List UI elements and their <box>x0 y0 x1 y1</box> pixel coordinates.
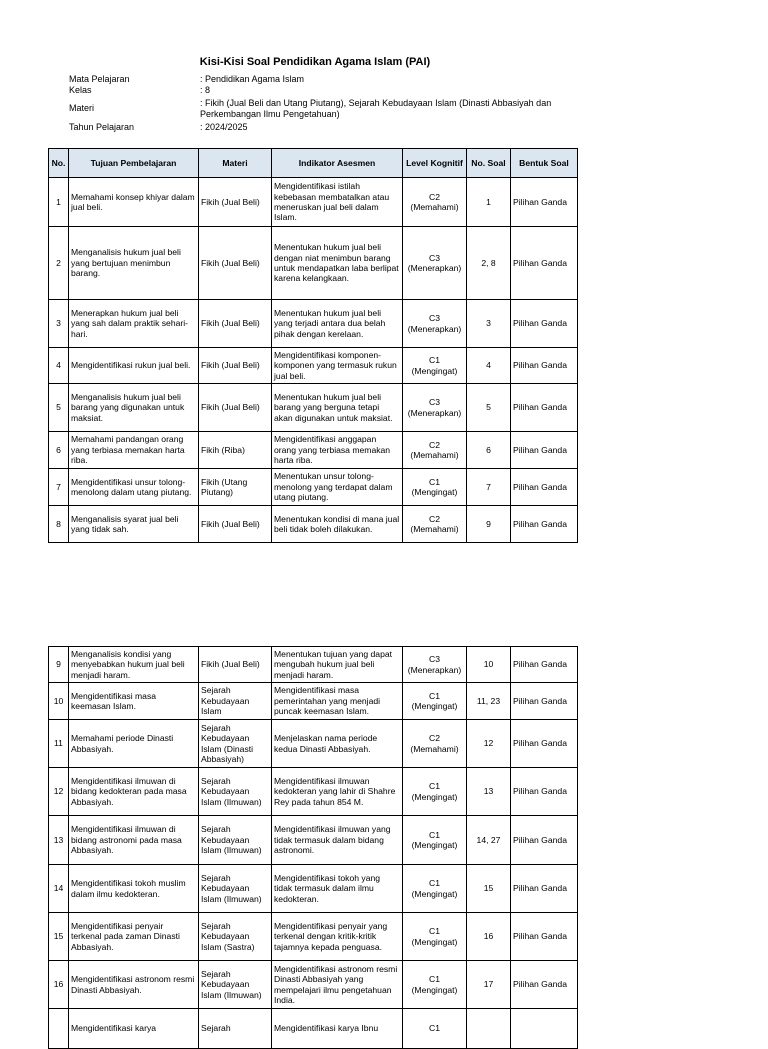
row-tujuan: Mengidentifikasi tokoh muslim dalam ilmu kedokteran. <box>69 865 199 913</box>
row-level: C3 (Menerapkan) <box>403 300 467 348</box>
table-row <box>49 178 578 227</box>
row-indikator: Menentukan hukum jual beli yang terjadi antara dua belah pihak dengan kerelaan. <box>272 300 403 348</box>
row-materi: Sejarah Kebudayaan Islam (Ilmuwan) <box>199 768 272 816</box>
row-level: C1 (Mengingat) <box>403 816 467 865</box>
row-level: C2 (Memahami) <box>403 506 467 543</box>
row-bentuk: Pilihan Ganda <box>511 683 578 720</box>
row-tujuan: Mengidentifikasi rukun jual beli. <box>69 348 199 384</box>
row-indikator: Mengidentifikasi ilmuwan kedokteran yang lahir di Shahre Rey pada tahun 854 M. <box>272 768 403 816</box>
row-tujuan: Menganalisis hukum jual beli yang bertujuan menimbun barang. <box>69 227 199 300</box>
row-bentuk: Pilihan Ganda <box>511 506 578 543</box>
table-row <box>49 1009 578 1049</box>
assessment-grid-table-bottom <box>48 646 578 1049</box>
assessment-grid-table-top <box>48 148 578 543</box>
row-indikator: Mengidentifikasi masa pemerintahan yang menjadi puncak keemasan Islam. <box>272 683 403 720</box>
row-materi: Sejarah Kebudayaan Islam (Sastra) <box>199 913 272 961</box>
row-indikator: Menentukan kondisi di mana jual beli tidak boleh dilakukan. <box>272 506 403 543</box>
row-tujuan: Memahami periode Dinasti Abbasiyah. <box>69 720 199 768</box>
row-number: 12 <box>49 768 69 816</box>
row-indikator: Mengidentifikasi ilmuwan yang tidak termasuk dalam bidang astronomi. <box>272 816 403 865</box>
table-row <box>49 720 578 768</box>
meta-label: Mata Pelajaran <box>69 74 130 84</box>
row-no-soal: 1 <box>467 178 511 227</box>
meta-label: Materi <box>69 103 95 113</box>
row-indikator: Menentukan tujuan yang dapat mengubah hukum jual beli menjadi haram. <box>272 647 403 683</box>
row-materi: Fikih (Jual Beli) <box>199 647 272 683</box>
row-bentuk: Pilihan Ganda <box>511 178 578 227</box>
row-level: C1 (Mengingat) <box>403 865 467 913</box>
row-materi: Fikih (Jual Beli) <box>199 506 272 543</box>
row-number: 15 <box>49 913 69 961</box>
row-number: 11 <box>49 720 69 768</box>
row-materi: Fikih (Jual Beli) <box>199 348 272 384</box>
row-bentuk: Pilihan Ganda <box>511 647 578 683</box>
row-level: C3 (Menerapkan) <box>403 647 467 683</box>
row-number <box>49 1009 69 1049</box>
row-indikator: Mengidentifikasi astronom resmi Dinasti Abbasiyah yang mempelajari ilmu pengetahuan India. <box>272 961 403 1009</box>
row-indikator: Mengidentifikasi karya Ibnu <box>272 1009 403 1049</box>
row-level: C2 (Memahami) <box>403 178 467 227</box>
row-no-soal: 12 <box>467 720 511 768</box>
table-row <box>49 865 578 913</box>
row-tujuan: Mengidentifikasi ilmuwan di bidang kedokteran pada masa Abbasiyah. <box>69 768 199 816</box>
row-number: 6 <box>49 432 69 469</box>
row-number: 14 <box>49 865 69 913</box>
table-header-row <box>49 149 578 178</box>
row-level: C1 (Mengingat) <box>403 683 467 720</box>
table-row <box>49 300 578 348</box>
row-bentuk: Pilihan Ganda <box>511 865 578 913</box>
row-no-soal: 3 <box>467 300 511 348</box>
row-no-soal: 14, 27 <box>467 816 511 865</box>
row-indikator: Menentukan hukum jual beli dengan niat menimbun barang untuk mendapatkan laba berlipat karena kelangkaan. <box>272 227 403 300</box>
row-indikator: Menentukan hukum jual beli barang yang berguna tetapi akan digunakan untuk maksiat. <box>272 384 403 432</box>
row-materi: Sejarah Kebudayaan Islam (Ilmuwan) <box>199 816 272 865</box>
row-materi: Sejarah <box>199 1009 272 1049</box>
row-indikator: Menentukan unsur tolong-menolong yang terdapat dalam utang piutang. <box>272 469 403 506</box>
row-level: C3 (Menerapkan) <box>403 227 467 300</box>
row-bentuk: Pilihan Ganda <box>511 300 578 348</box>
header-no: No. <box>49 149 69 178</box>
row-tujuan: Memahami konsep khiyar dalam jual beli. <box>69 178 199 227</box>
row-tujuan: Mengidentifikasi ilmuwan di bidang astronomi pada masa Abbasiyah. <box>69 816 199 865</box>
row-level: C1 <box>403 1009 467 1049</box>
header-materi: Materi <box>199 149 272 178</box>
row-number: 7 <box>49 469 69 506</box>
row-bentuk: Pilihan Ganda <box>511 913 578 961</box>
row-tujuan: Menganalisis kondisi yang menyebabkan hukum jual beli menjadi haram. <box>69 647 199 683</box>
row-level: C3 (Menerapkan) <box>403 384 467 432</box>
row-tujuan: Menerapkan hukum jual beli yang sah dalam praktik sehari-hari. <box>69 300 199 348</box>
row-indikator: Mengidentifikasi komponen-komponen yang termasuk rukun jual beli. <box>272 348 403 384</box>
row-number: 13 <box>49 816 69 865</box>
row-materi: Sejarah Kebudayaan Islam <box>199 683 272 720</box>
table-row <box>49 348 578 384</box>
header-level: Level Kognitif <box>403 149 467 178</box>
table-row <box>49 768 578 816</box>
row-number: 4 <box>49 348 69 384</box>
table-row <box>49 227 578 300</box>
row-level: C1 (Mengingat) <box>403 961 467 1009</box>
row-tujuan: Mengidentifikasi karya <box>69 1009 199 1049</box>
table-row <box>49 961 578 1009</box>
row-indikator: Mengidentifikasi anggapan orang yang terbiasa memakan harta riba. <box>272 432 403 469</box>
row-number: 3 <box>49 300 69 348</box>
row-bentuk: Pilihan Ganda <box>511 432 578 469</box>
row-materi: Fikih (Riba) <box>199 432 272 469</box>
row-no-soal: 5 <box>467 384 511 432</box>
row-materi: Sejarah Kebudayaan Islam (Dinasti Abbasiyah) <box>199 720 272 768</box>
row-tujuan: Mengidentifikasi unsur tolong-menolong dalam utang piutang. <box>69 469 199 506</box>
row-bentuk: Pilihan Ganda <box>511 227 578 300</box>
row-level: C1 (Mengingat) <box>403 913 467 961</box>
row-no-soal: 13 <box>467 768 511 816</box>
meta-label: Kelas <box>69 85 92 95</box>
row-level: C1 (Mengingat) <box>403 469 467 506</box>
row-materi: Fikih (Utang Piutang) <box>199 469 272 506</box>
meta-value: : Pendidikan Agama Islam <box>200 74 305 84</box>
row-tujuan: Menganalisis hukum jual beli barang yang digunakan untuk maksiat. <box>69 384 199 432</box>
row-no-soal: 10 <box>467 647 511 683</box>
meta-value: : Fikih (Jual Beli dan Utang Piutang), Sejarah Kebudayaan Islam (Dinasti Abbasiyah dan Perkembangan Ilmu Pengetahuan) <box>200 98 552 119</box>
row-no-soal: 9 <box>467 506 511 543</box>
table-row <box>49 647 578 683</box>
row-no-soal: 17 <box>467 961 511 1009</box>
row-indikator: Menjelaskan nama periode kedua Dinasti Abbasiyah. <box>272 720 403 768</box>
row-tujuan: Memahami pandangan orang yang terbiasa memakan harta riba. <box>69 432 199 469</box>
row-bentuk: Pilihan Ganda <box>511 384 578 432</box>
header-indikator: Indikator Asesmen <box>272 149 403 178</box>
row-no-soal: 11, 23 <box>467 683 511 720</box>
row-bentuk: Pilihan Ganda <box>511 768 578 816</box>
row-no-soal: 6 <box>467 432 511 469</box>
table-row <box>49 506 578 543</box>
row-level: C2 (Memahami) <box>403 720 467 768</box>
meta-label: Tahun Pelajaran <box>69 122 135 132</box>
row-materi: Fikih (Jual Beli) <box>199 300 272 348</box>
row-number: 16 <box>49 961 69 1009</box>
row-tujuan: Mengidentifikasi astronom resmi Dinasti Abbasiyah. <box>69 961 199 1009</box>
row-no-soal: 16 <box>467 913 511 961</box>
row-materi: Sejarah Kebudayaan Islam (Ilmuwan) <box>199 961 272 1009</box>
meta-value: : 2024/2025 <box>200 122 248 132</box>
row-tujuan: Mengidentifikasi masa keemasan Islam. <box>69 683 199 720</box>
row-tujuan: Menganalisis syarat jual beli yang tidak sah. <box>69 506 199 543</box>
header-tujuan: Tujuan Pembelajaran <box>69 149 199 178</box>
row-level: C2 (Memahami) <box>403 432 467 469</box>
row-materi: Fikih (Jual Beli) <box>199 227 272 300</box>
row-level: C1 (Mengingat) <box>403 768 467 816</box>
row-indikator: Mengidentifikasi penyair yang terkenal dengan kritik-kritik tajamnya kepada penguasa. <box>272 913 403 961</box>
table-row <box>49 913 578 961</box>
table-row <box>49 384 578 432</box>
row-no-soal: 4 <box>467 348 511 384</box>
row-bentuk: Pilihan Ganda <box>511 469 578 506</box>
row-materi: Fikih (Jual Beli) <box>199 384 272 432</box>
row-materi: Fikih (Jual Beli) <box>199 178 272 227</box>
table-row <box>49 432 578 469</box>
header-no-soal: No. Soal <box>467 149 511 178</box>
table-row <box>49 816 578 865</box>
meta-value: : 8 <box>200 85 211 95</box>
row-indikator: Mengidentifikasi tokoh yang tidak termasuk dalam ilmu kedokteran. <box>272 865 403 913</box>
row-no-soal: 7 <box>467 469 511 506</box>
row-materi: Sejarah Kebudayaan Islam (Ilmuwan) <box>199 865 272 913</box>
row-bentuk: Pilihan Ganda <box>511 961 578 1009</box>
row-bentuk: Pilihan Ganda <box>511 816 578 865</box>
row-number: 1 <box>49 178 69 227</box>
row-no-soal <box>467 1009 511 1049</box>
row-number: 5 <box>49 384 69 432</box>
row-no-soal: 2, 8 <box>467 227 511 300</box>
row-no-soal: 15 <box>467 865 511 913</box>
page-title: Kisi-Kisi Soal Pendidikan Agama Islam (PAI) <box>199 56 431 68</box>
row-indikator: Mengidentifikasi istilah kebebasan membatalkan atau meneruskan jual beli dalam Islam. <box>272 178 403 227</box>
table-row <box>49 683 578 720</box>
row-number: 10 <box>49 683 69 720</box>
row-bentuk: Pilihan Ganda <box>511 720 578 768</box>
table-row <box>49 469 578 506</box>
header-bentuk: Bentuk Soal <box>511 149 578 178</box>
row-bentuk <box>511 1009 578 1049</box>
row-number: 2 <box>49 227 69 300</box>
row-number: 8 <box>49 506 69 543</box>
row-bentuk: Pilihan Ganda <box>511 348 578 384</box>
row-tujuan: Mengidentifikasi penyair terkenal pada zaman Dinasti Abbasiyah. <box>69 913 199 961</box>
row-level: C1 (Mengingat) <box>403 348 467 384</box>
row-number: 9 <box>49 647 69 683</box>
